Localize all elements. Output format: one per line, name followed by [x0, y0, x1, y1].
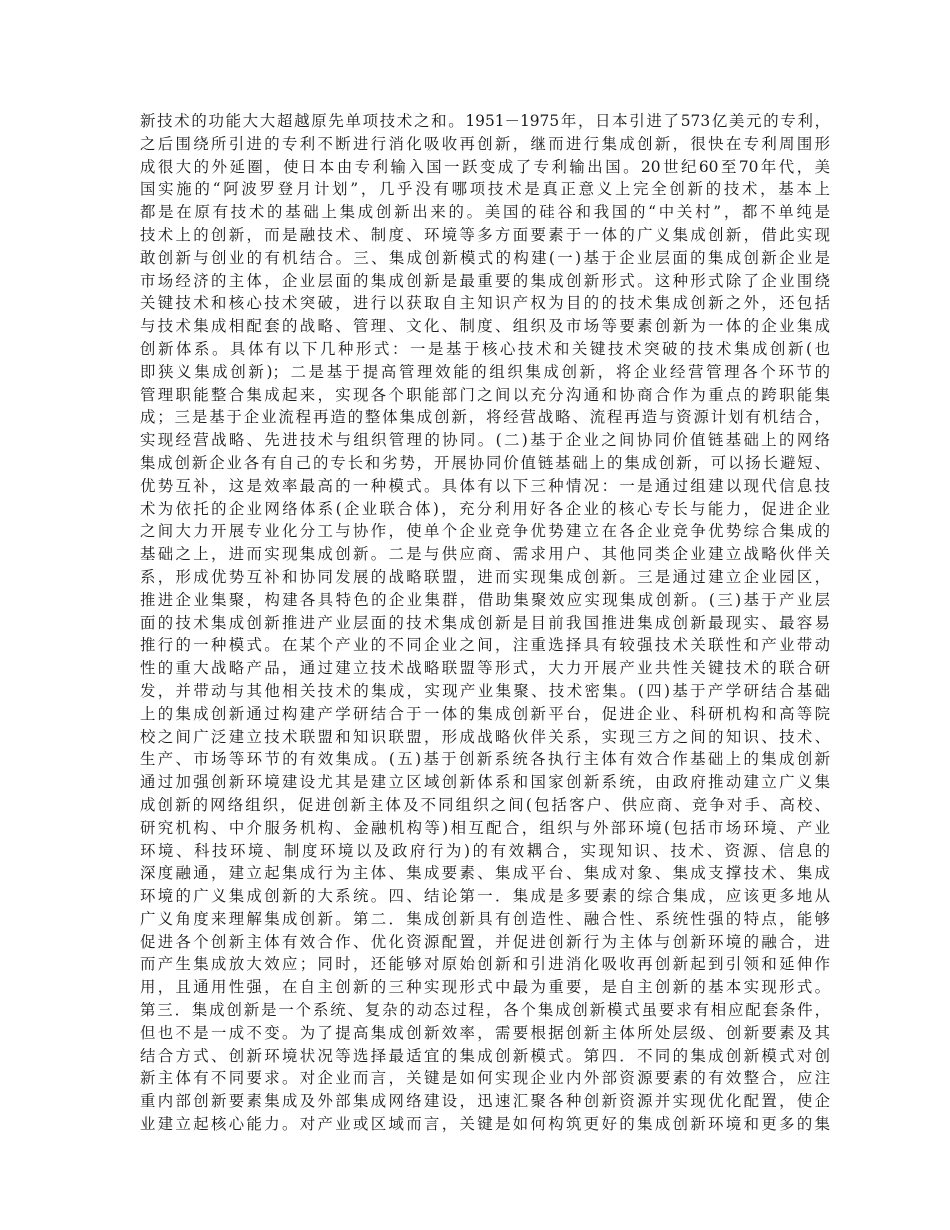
text-line: 推行的一种模式。在某个产业的不同企业之间，注重选择具有较强技术关联性和产业带动 — [140, 636, 830, 655]
text-line: 但也不是一成不变。为了提高集成创新效率，需要根据创新主体所处层级、创新要素及其 — [140, 1023, 830, 1042]
text-line: 技术上的创新，而是融技术、制度、环境等多方面要素于一体的广义集成创新，借此实现 — [140, 225, 830, 244]
text-line: 新技术的功能大大超越原先单项技术之和。1951－1975年，日本引进了573亿美元的专利， — [140, 112, 830, 130]
text-line: 研究机构、中介服务机构、金融机构等)相互配合，组织与外部环境(包括市场环境、产业 — [140, 818, 830, 837]
text-line: 敢创新与创业的有机结合。三、集成创新模式的构建(一)基于企业层面的集成创新企业是 — [140, 248, 830, 267]
body-text — [140, 110, 830, 1136]
text-line: 面的技术集成创新推进产业层面的技术集成创新是目前我国推进集成创新最现实、最容易 — [140, 613, 830, 632]
text-line: 上的集成创新通过构建产学研结合于一体的集成创新平台，促进企业、科研机构和高等院 — [140, 704, 830, 723]
text-line: 推进企业集聚，构建各具特色的企业集群，借助集聚效应实现集成创新。(三)基于产业层 — [140, 590, 830, 609]
text-line: 系，形成优势互补和协同发展的战略联盟，进而实现集成创新。三是通过建立企业园区， — [140, 567, 830, 586]
text-line: 通过加强创新环境建设尤其是建立区域创新体系和国家创新系统，由政府推动建立广义集 — [140, 773, 830, 792]
text-line: 环境的广义集成创新的大系统。四、结论第一．集成是多要素的综合集成，应该更多地从 — [140, 887, 830, 906]
text-line: 之后围绕所引进的专利不断进行消化吸收再创新，继而进行集成创新，很快在专利周围形 — [140, 134, 830, 153]
text-line: 环境、科技环境、制度环境以及政府行为)的有效耦合，实现知识、技术、资源、信息的 — [140, 841, 830, 860]
text-line: 市场经济的主体，企业层面的集成创新是最重要的集成创新形式。这种形式除了企业围绕 — [140, 271, 830, 290]
text-line: 成创新的网络组织，促进创新主体及不同组织之间(包括客户、供应商、竞争对手、高校、 — [140, 795, 830, 814]
text-line: 实现经营战略、先进技术与组织管理的协同。(二)基于企业之间协同价值链基础上的网络 — [140, 431, 830, 450]
text-line: 术为依托的企业网络体系(企业联合体)，充分利用好各企业的核心专长与能力，促进企业 — [140, 499, 830, 518]
text-line: 业建立起核心能力。对产业或区域而言，关键是如何构筑更好的集成创新环境和更多的集 — [140, 1115, 830, 1134]
text-line: 之间大力开展专业化分工与协作，使单个企业竞争优势建立在各企业竞争优势综合集成的 — [140, 522, 830, 541]
text-line: 关键技术和核心技术突破，进行以获取自主知识产权为目的的技术集成创新之外，还包括 — [140, 294, 830, 313]
text-line: 成很大的外延圈，使日本由专利输入国一跃变成了专利输出国。20世纪60至70年代，美 — [140, 157, 830, 176]
text-line: 广义角度来理解集成创新。第二．集成创新具有创造性、融合性、系统性强的特点，能够 — [140, 909, 830, 928]
text-line: 优势互补，这是效率最高的一种模式。具体有以下三种情况：一是通过组建以现代信息技 — [140, 476, 830, 495]
text-line: 管理职能整合集成起来，实现各个职能部门之间以充分沟通和协商合作为重点的跨职能集 — [140, 385, 830, 404]
text-line: 促进各个创新主体有效合作、优化资源配置，并促进创新行为主体与创新环境的融合，进 — [140, 932, 830, 951]
text-line: 第三．集成创新是一个系统、复杂的动态过程，各个集成创新模式虽要求有相应配套条件， — [140, 1001, 830, 1020]
text-line: 新主体有不同要求。对企业而言，关键是如何实现企业内外部资源要素的有效整合，应注 — [140, 1069, 830, 1088]
text-line: 校之间广泛建立技术联盟和知识联盟，形成战略伙伴关系，实现三方之间的知识、技术、 — [140, 727, 830, 746]
text-line: 而产生集成放大效应；同时，还能够对原始创新和引进消化吸收再创新起到引领和延伸作 — [140, 955, 830, 974]
text-line: 用，且通用性强，在自主创新的三种实现形式中最为重要，是自主创新的基本实现形式。 — [140, 978, 830, 997]
text-line: 基础之上，进而实现集成创新。二是与供应商、需求用户、其他同类企业建立战略伙伴关 — [140, 545, 830, 564]
text-line: 深度融通，建立起集成行为主体、集成要素、集成平台、集成对象、集成支撑技术、集成 — [140, 864, 830, 883]
text-line: 创新体系。具体有以下几种形式：一是基于核心技术和关键技术突破的技术集成创新(也 — [140, 339, 830, 358]
text-line: 集成创新企业各有自己的专长和劣势，开展协同价值链基础上的集成创新，可以扬长避短、 — [140, 453, 830, 472]
text-line: 成；三是基于企业流程再造的整体集成创新，将经营战略、流程再造与资源计划有机结合， — [140, 408, 830, 427]
text-line: 都是在原有技术的基础上集成创新出来的。美国的硅谷和我国的“中关村”，都不单纯是 — [140, 203, 830, 222]
text-line: 重内部创新要素集成及外部集成网络建设，迅速汇聚各种创新资源并实现优化配置，使企 — [140, 1092, 830, 1111]
text-line: 国实施的“阿波罗登月计划”，几乎没有哪项技术是真正意义上完全创新的技术，基本上 — [140, 180, 830, 199]
text-line: 与技术集成相配套的战略、管理、文化、制度、组织及市场等要素创新为一体的企业集成 — [140, 317, 830, 336]
text-line: 发，并带动与其他相关技术的集成，实现产业集聚、技术密集。(四)基于产学研结合基础 — [140, 681, 830, 700]
text-line: 结合方式、创新环境状况等选择最适宜的集成创新模式。第四．不同的集成创新模式对创 — [140, 1046, 830, 1065]
text-line: 性的重大战略产品，通过建立技术战略联盟等形式，大力开展产业共性关键技术的联合研 — [140, 659, 830, 678]
text-line: 生产、市场等环节的有效集成。(五)基于创新系统各执行主体有效合作基础上的集成创新 — [140, 750, 830, 769]
text-line: 即狭义集成创新)；二是基于提高管理效能的组织集成创新，将企业经营管理各个环节的 — [140, 362, 830, 381]
